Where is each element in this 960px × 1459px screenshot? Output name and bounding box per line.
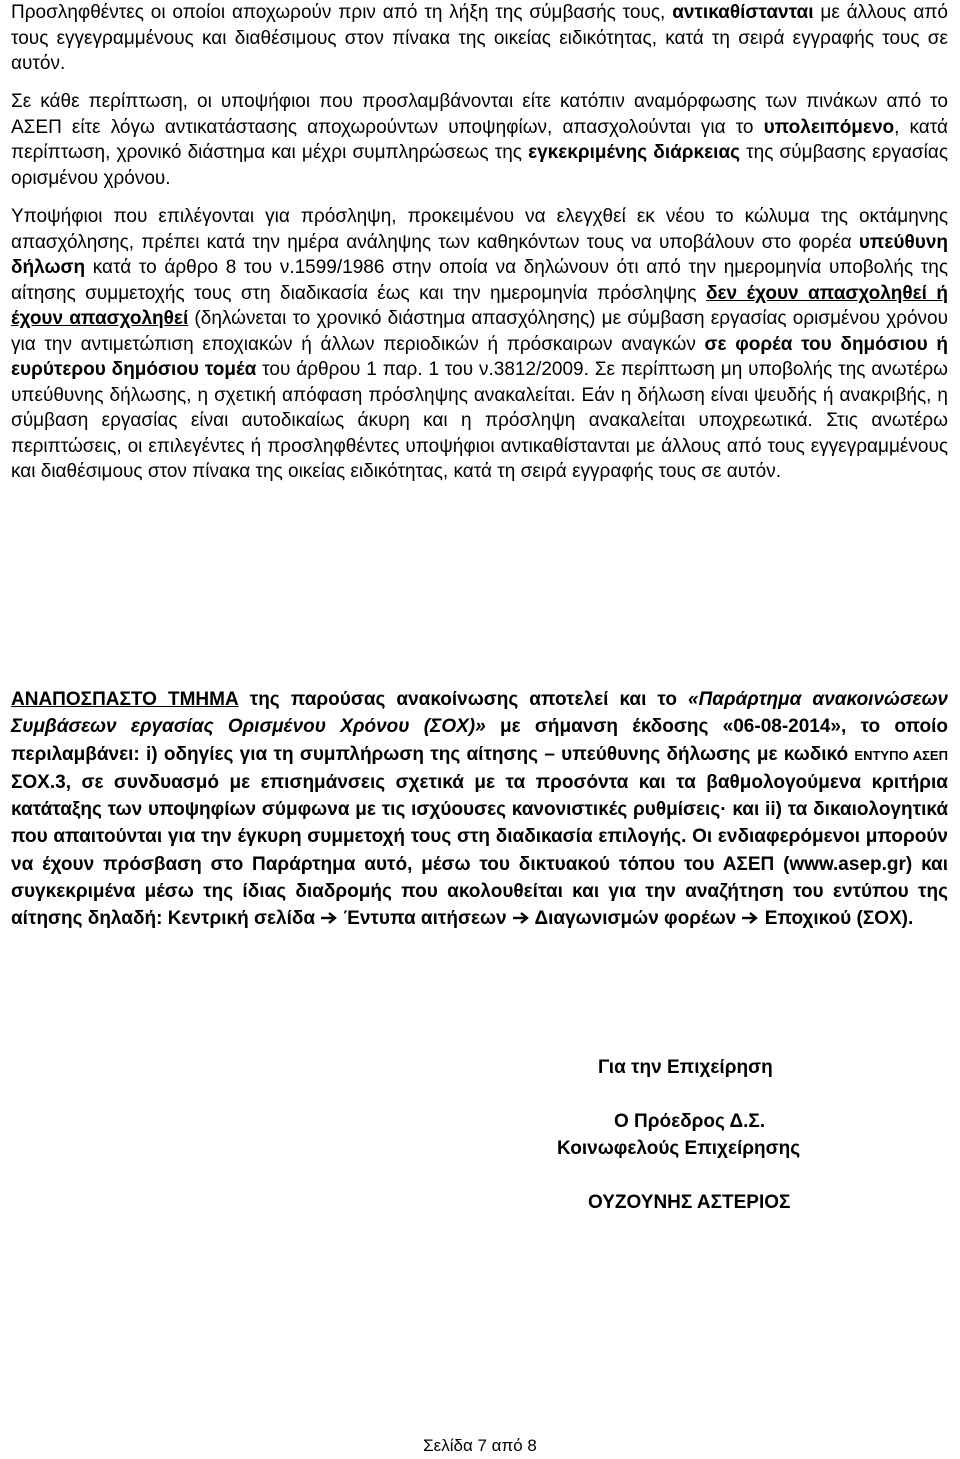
- signature-title-line: Ο Πρόεδρος Δ.Σ.: [614, 1111, 766, 1132]
- paragraph-solemn-declaration: [11, 204, 948, 485]
- text-run: Σε κάθε περίπτωση, οι υποψήφιοι που προσλαμβάνονται είτε κατόπιν αναμόρφωσης των πινάκων από το ΑΣΕΠ είτε λόγω αντικατάστασης αποχωρούντων υποψηφίων, απασχολούνται για το: [11, 91, 948, 138]
- page-number: Σελίδα 7 από 8: [423, 1436, 537, 1455]
- bold-run: σε φορέα του δημόσιου ή ευρύτερου δημόσιου τομέα: [11, 333, 949, 380]
- path-step-home: Κεντρική σελίδα: [167, 908, 316, 930]
- signature-org-line: Κοινωφελούς Επιχείρησης: [557, 1138, 801, 1159]
- arrow-right-icon: [741, 906, 759, 933]
- path-step-forms: Έντυπα αιτήσεων: [343, 908, 507, 930]
- text-run: Προσληφθέντες οι οποίοι αποχωρούν πριν από τη λήξη της σύμβασής τους,: [11, 2, 673, 23]
- paragraph-replacement: [11, 0, 948, 77]
- text-run: του άρθρου 1 παρ. 1 του ν.3812/2009. Σε περίπτωση μη υποβολής της ανωτέρω υπεύθυνης δήλωσης, η σχετική απόφαση πρόσληψης ανακαλείται. Εάν η δήλωση είναι ψευδής ή ανακριβής, η σύμβαση εργασίας είναι αυτοδικαίως άκυρη και η πρόσληψη ανακαλείται υποχρεωτικά. Στις ανωτέρω περιπτώσεις, οι επιλεγέντες ή προσληφθέντες υποψήφιοι αντικαθίστανται με άλλους από τους εγγεγραμμένους και διαθέσιμους στον πίνακα της οικείας ειδικότητας, κατά τη σειρά εγγραφής τους σε αυτόν.: [11, 359, 948, 482]
- signature-company-line: Για την Επιχείρηση: [598, 1057, 773, 1078]
- text-run: ΣΟΧ.3, σε συνδυασμό με επισημάνσεις σχετικά με τα προσόντα και τα βαθμολογούμενα κριτήρια κατάταξης των υποψηφίων σύμφωνα με τις ισχύουσες κανονιστικές ρυθμίσεις· και ii) τα δικαιολογητικά που απαιτούνται για την έγκυρη συμμετοχή τους στη διαδικασία επιλογής. Οι ενδιαφερόμενοι μπορούν να έχουν πρόσβαση στο Παράρτημα αυτό, μέσω του δικτυακού τόπου του ΑΣΕΠ (www.asep.gr) και συγκεκριμένα μέσω της ίδιας διαδρομής που ακολουθείται και για την αναζήτηση του εντύπου της αίτησης δηλαδή:: [11, 771, 948, 930]
- text-run: με σήμανση έκδοσης «06-08-2014», το οποίο περιλαμβάνει: i) οδηγίες για τη συμπλήρωση της αίτησης – υπεύθυνης δήλωσης με κωδικό: [11, 716, 948, 765]
- bold-run: υπεύθυνη δήλωση: [11, 231, 948, 278]
- path-step-seasonal: Εποχικού (ΣΟΧ).: [764, 908, 914, 930]
- annex-title: «Παράρτημα ανακοινώσεων Συμβάσεων εργασίας Ορισμένου Χρόνου (ΣΟΧ)»: [11, 689, 948, 738]
- text-run: , κατά περίπτωση, χρονικό διάστημα και μέχρι συμπληρώσεως της: [11, 116, 948, 163]
- section-heading: ΑΝΑΠΟΣΠΑΣΤΟ ΤΜΗΜΑ: [11, 689, 239, 710]
- bold-run: εγκεκριμένης διάρκειας: [528, 142, 740, 163]
- text-run: της παρούσας ανακοίνωσης αποτελεί και το: [238, 689, 688, 710]
- detachable-section-paragraph: [11, 686, 948, 934]
- bold-run: αντικαθίστανται: [672, 2, 814, 23]
- form-code-label: ΕΝΤΥΠΟ ΑΣΕΠ: [854, 747, 948, 763]
- path-step-competitions: Διαγωνισμών φορέων: [534, 908, 737, 930]
- bold-underline-run: δεν έχουν απασχοληθεί ή έχουν απασχοληθεί: [11, 282, 948, 329]
- signature-name: ΟΥΖΟΥΝΗΣ ΑΣΤΕΡΙΟΣ: [588, 1192, 791, 1213]
- text-run: κατά το άρθρο 8 του ν.1599/1986 στην οποία να δηλώνουν ότι από την ημερομηνία υποβολής της αίτησης συμμετοχής τους στη διαδικασία έως και την ημερομηνία πρόσληψης: [11, 257, 948, 304]
- text-run: της σύμβασης εργασίας ορισμένου χρόνου.: [11, 142, 948, 189]
- paragraph-remaining-duration: [11, 89, 948, 191]
- bold-run: υπολειπόμενο: [763, 116, 895, 138]
- text-run: με άλλους από τους εγγεγραμμένους και διαθέσιμους στον πίνακα της οικείας ειδικότητας, κατά τη σειρά εγγραφής τους σε αυτόν.: [11, 2, 948, 74]
- text-run: Υποψήφιοι που επιλέγονται για πρόσληψη, προκειμένου να ελεγχθεί εκ νέου το κώλυμα της οκτάμηνης απασχόλησης, πρέπει κατά την ημέρα ανάληψης των καθηκόντων τους να υποβάλουν στο φορέα: [11, 206, 948, 253]
- arrow-right-icon: [512, 906, 530, 933]
- arrow-right-icon: [320, 906, 338, 933]
- text-run: (δηλώνεται το χρονικό διάστημα απασχόλησης) με σύμβαση εργασίας ορισμένου χρόνου για την αντιμετώπιση εποχιακών ή άλλων περιοδικών ή πρόσκαιρων αναγκών: [11, 308, 948, 355]
